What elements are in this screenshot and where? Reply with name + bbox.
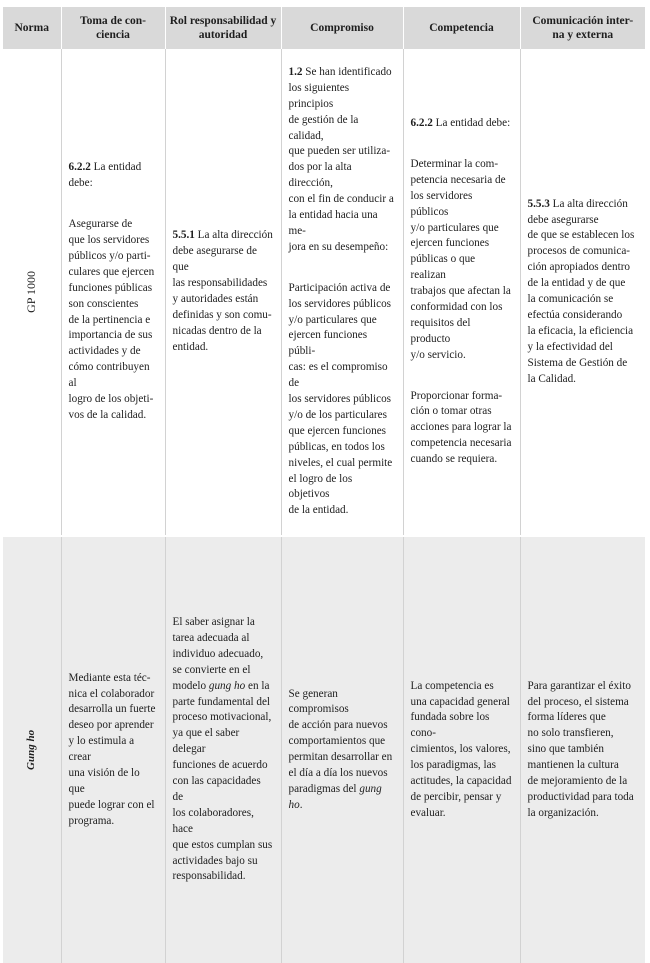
toma-text: Asegurarse de que los servidores públicos y/o parti- culares que ejercen funciones públicas son conscientes de la pertinencia e importancia de sus actividades y de cómo contribuyen al logro de los objeti- vos de la calidad. [68,218,155,421]
compromiso-cell [281,49,403,536]
competencia-intro: 6.2.2 La entidad debe: [410,117,511,130]
comunicacion-cell [520,49,645,536]
toma-cell [61,536,165,963]
compromiso-cell [281,536,403,963]
competencia-text: La competencia es una capacidad general fundada sobre los cono- cimientos, los valores, los paradigmas, las actitudes, la capacidad de percibir, pensar y evaluar. [410,679,512,819]
header-comunicacion: Comunicación inter- na y externa [520,7,645,49]
toma-cell [61,49,165,536]
comunicacion-cell [520,536,645,963]
competencia-text-1: Determinar la com- petencia necesaria de los servidores públicos y/o particulares que ejercen funciones públicas o que realizan trabajos que afectan la conformidad con los requisitos del producto y/o servicio. [410,157,511,361]
header-rol-responsabilidad: Rol responsabilidad y autoridad [165,7,281,49]
competencia-cell [403,536,520,963]
norma-label: GP 1000 [23,270,38,313]
header-compromiso: Compromiso [281,7,403,49]
norma-cell [3,536,61,963]
norma-cell [3,49,61,536]
header-norma: Norma [3,7,61,49]
rol-text: 5.5.1 La alta dirección debe asegurarse de que las responsabilidades y autoridades están definidas y son comu- nicadas dentro de la entidad. [172,229,273,353]
competencia-text-2: Proporcionar forma- ción o tomar otras acciones para lograr la competencia necesaria cuando se requiera. [410,389,512,466]
comunicacion-text: Para garantizar el éxito del proceso, el sistema forma líderes que no solo transfieren, sino que también mantienen la cultura de mejoramiento de la productividad para toda la organización. [527,679,634,819]
norma-label: Gung ho [24,730,37,771]
compromiso-text: Se generan compromisos de acción para nuevos comportamientos que permitan desarrollar en el día a día los nuevos paradigmas del gung ho. [288,687,393,811]
table-row-gung-ho [3,536,645,963]
compromiso-intro: 1.2 Se han identificado los siguientes principios de gestión de la calidad, que pueden ser utiliza- dos por la alta dirección, con el fin de conducir a la entidad hacia una me- jora en su desempeño: [288,65,394,253]
header-competencia: Competencia [403,7,520,49]
toma-text: Mediante esta téc- nica el colaborador desarrolla un fuerte deseo por aprender y lo estimula a crear una visión de lo que puede lograr con el programa. [68,671,156,827]
header-toma-de-conciencia: Toma de con- ciencia [61,7,165,49]
toma-intro: 6.2.2 La entidad debe: [68,161,142,190]
table-row-gp1000 [3,49,645,536]
compromiso-text: Participación activa de los servidores públicos y/o particulares que ejercen funciones públi- cas: es el compromiso de los servidores públicos y/o de los particulares que ejercen funciones públicas, en todos los niveles, el cual permite el logro de los objetivos de la entidad. [288,281,393,517]
competencia-cell [403,49,520,536]
rol-cell [165,49,281,536]
comunicacion-text: 5.5.3 La alta dirección debe asegurarse de que se establecen los procesos de comunica- ción apropiados dentro de la entidad y de que la comunicación se efectúa considerando la eficacia, la eficiencia y la efectividad del Sistema de Gestión de la Calidad. [527,197,635,385]
comparison-table [3,7,645,963]
rol-text: El saber asignar la tarea adecuada al individuo adecuado, se convierte en el modelo gung ho en la parte fundamental del proceso motivacional, ya que el saber delegar funciones de acuerdo con las capacidades de los colaboradores, hace que estos cumplan sus actividades bajo su responsabilidad. [172,615,273,883]
header-row [3,7,645,49]
rol-cell [165,536,281,963]
